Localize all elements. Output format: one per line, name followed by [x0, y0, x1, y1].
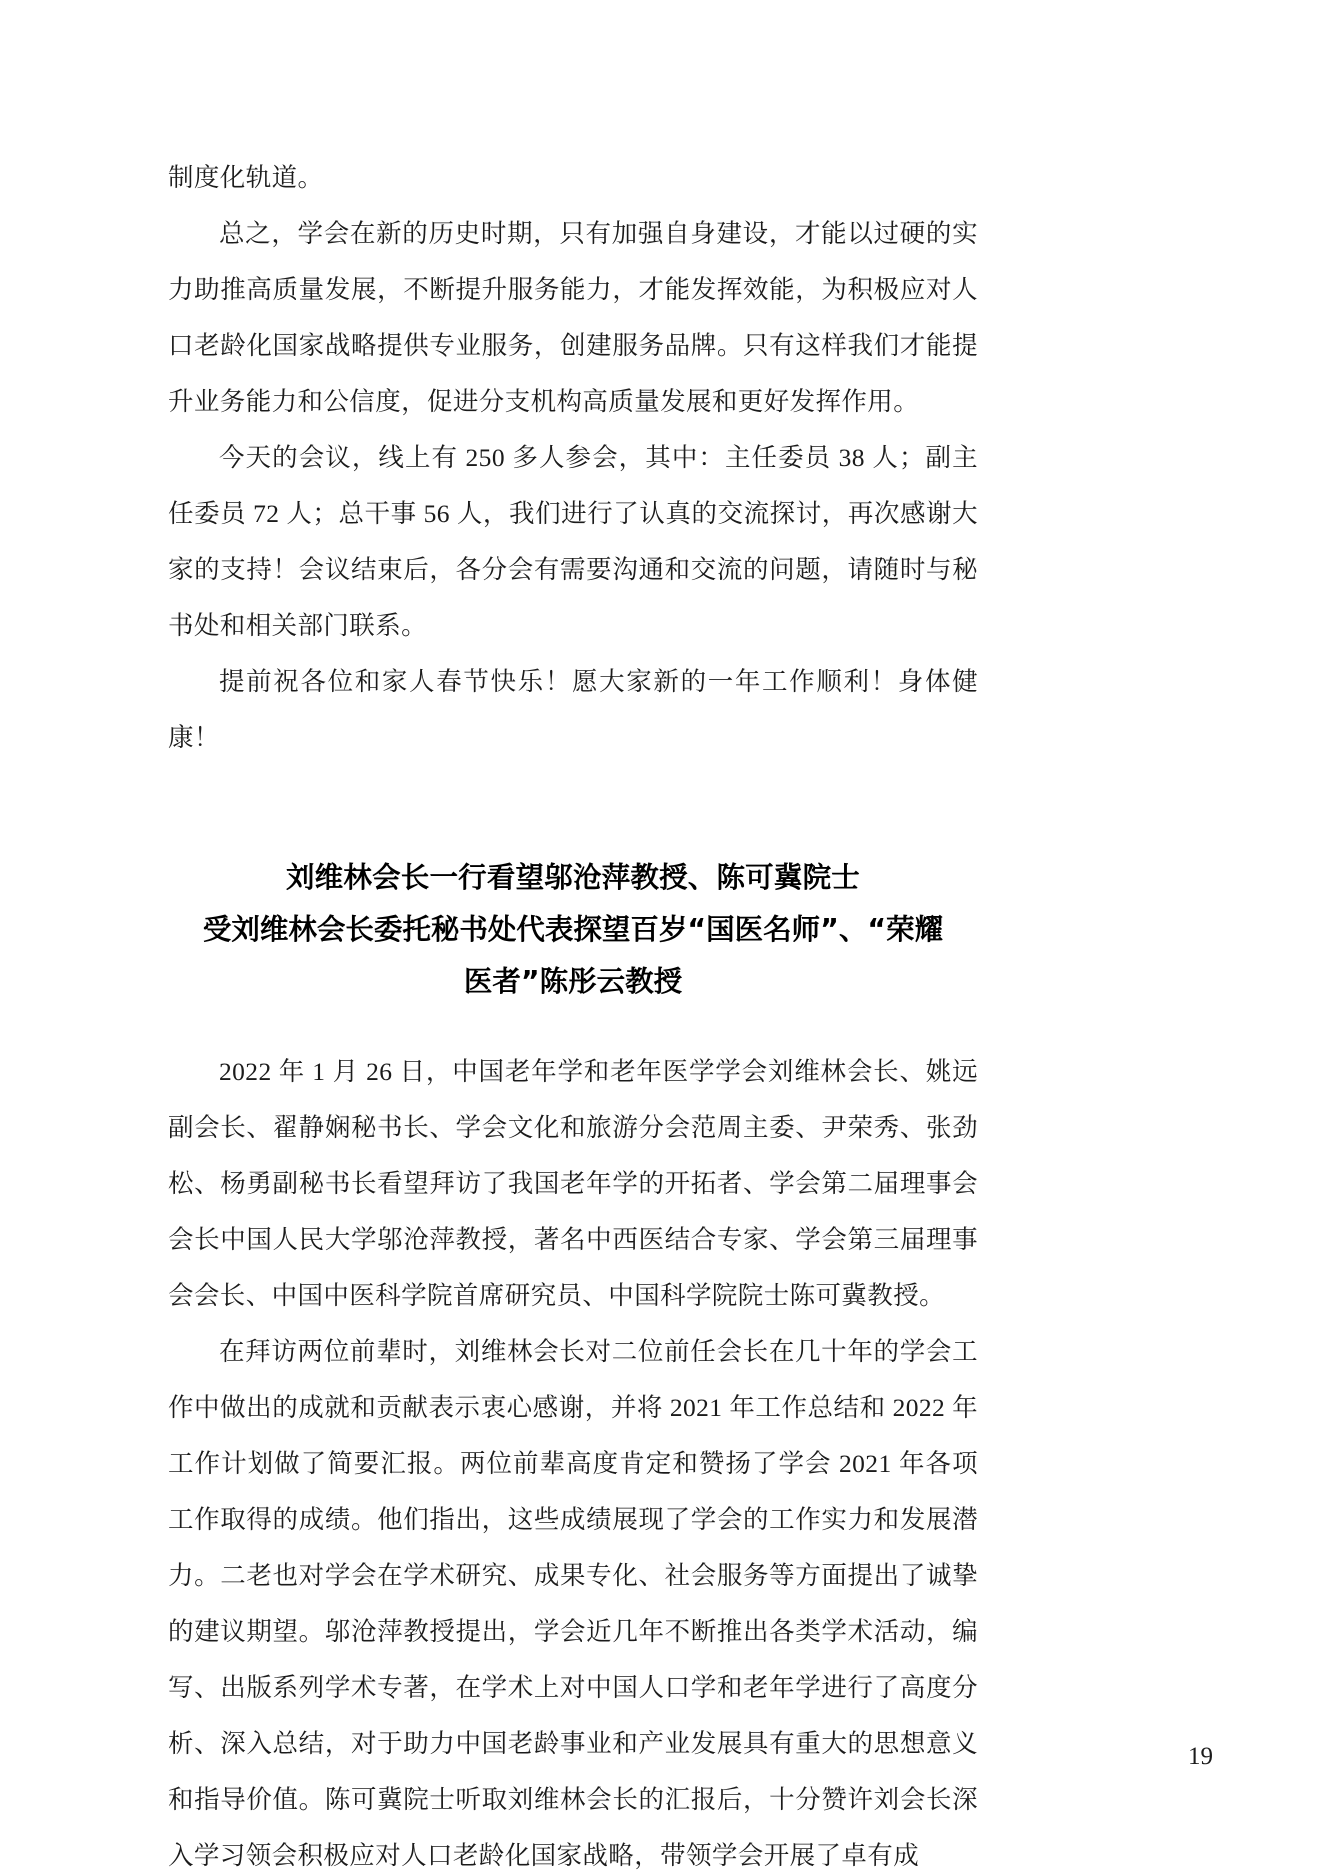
article-heading-line-3: 医者”陈彤云教授 — [463, 965, 683, 998]
paragraph-summary: 总之，学会在新的历史时期，只有加强自身建设，才能以过硬的实力助推高质量发展，不断提升服务能力，才能发挥效能，为积极应对人口老龄化国家战略提供专业服务，创建服务品牌。只有这样我们才能提升业务能力和公信度，促进分支机构高质量发展和更好发挥作用。 — [168, 219, 978, 416]
paragraph-meeting-stats: 今天的会议，线上有 250 多人参会，其中：主任委员 38 人；副主任委员 72 人；总干事 56 人，我们进行了认真的交流探讨，再次感谢大家的支持！会议结束后，各分会有需要沟通和交流的问题，请随时与秘书处和相关部门联系。 — [168, 443, 978, 640]
article-heading-line-2: 受刘维林会长委托秘书处代表探望百岁“国医名师”、“荣耀 — [202, 913, 944, 946]
page-number: 19 — [1188, 1743, 1213, 1770]
article-heading — [168, 852, 978, 1008]
paragraph-new-year-greeting: 提前祝各位和家人春节快乐！愿大家新的一年工作顺利！身体健康！ — [168, 667, 978, 752]
paragraph-visit-details: 在拜访两位前辈时，刘维林会长对二位前任会长在几十年的学会工作中做出的成就和贡献表示衷心感谢，并将 2021 年工作总结和 2022 年工作计划做了简要汇报。两位前辈高度肯定和赞扬了学会 2021 年各项工作取得的成绩。他们指出，这些成绩展现了学会的工作实力和发展潜力。二老也对学会在学术研究、成果专化、社会服务等方面提出了诚挚的建议期望。邬沧萍教授提出，学会近几年不断推出各类学术活动，编写、出版系列学术专著，在学术上对中国人口学和老年学进行了高度分析、深入总结，对于助力中国老龄事业和产业发展具有重大的思想意义和指导价值。陈可冀院士听取刘维林会长的汇报后，十分赞许刘会长深入学习领会积极应对人口老龄化国家战略，带领学会开展了卓有成 — [168, 1337, 978, 1870]
article-heading-line-1: 刘维林会长一行看望邬沧萍教授、陈可冀院士 — [285, 861, 860, 894]
page-content — [168, 150, 978, 1871]
paragraph-continued-1: 制度化轨道。 — [168, 163, 324, 192]
paragraph-visit-intro: 2022 年 1 月 26 日，中国老年学和老年医学学会刘维林会长、姚远副会长、翟静娴秘书长、学会文化和旅游分会范周主委、尹荣秀、张劲松、杨勇副秘书长看望拜访了我国老年学的开拓者、学会第二届理事会会长中国人民大学邬沧萍教授，著名中西医结合专家、学会第三届理事会会长、中国中医科学院首席研究员、中国科学院院士陈可冀教授。 — [168, 1057, 978, 1310]
